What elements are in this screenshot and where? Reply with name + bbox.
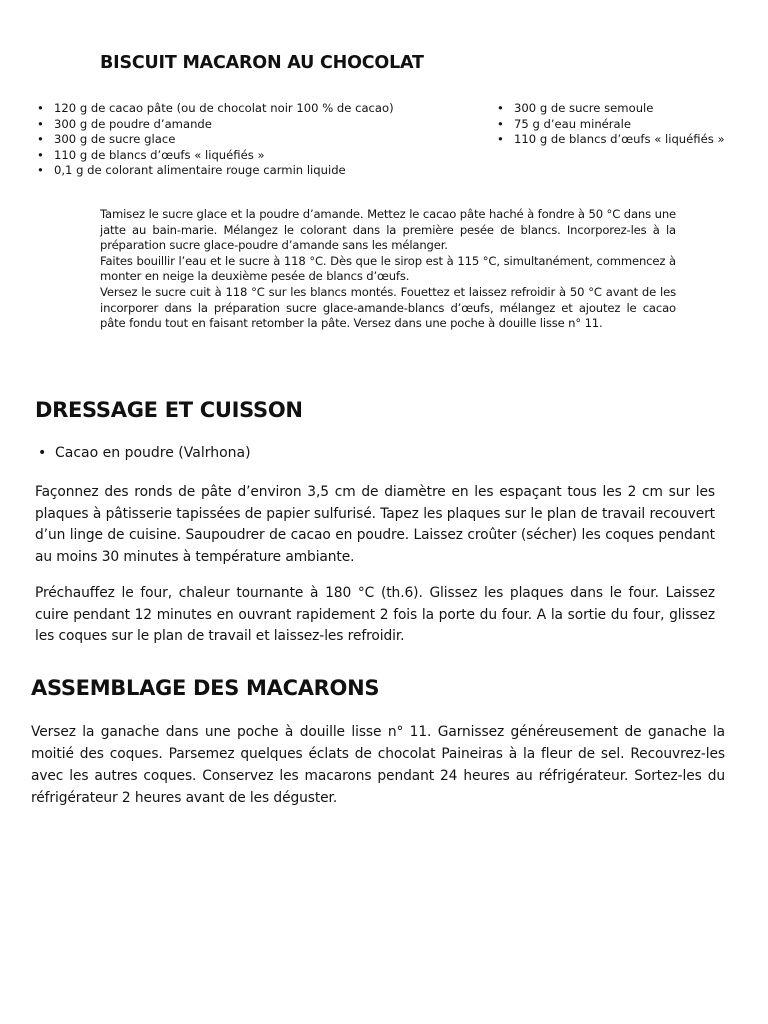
ingredient-item: • 300 g de sucre semoule [494, 101, 764, 117]
ingredient-item: • 110 g de blancs d’œufs « liquéfiés » [34, 148, 494, 164]
dressage-steps [35, 482, 715, 663]
biscuit-ingredients-right [494, 101, 764, 148]
ingredient-item: • 75 g d’eau minérale [494, 117, 764, 133]
ingredient-item: • 110 g de blancs d’œufs « liquéfiés » [494, 132, 764, 148]
biscuit-title: BISCUIT MACARON AU CHOCOLAT [100, 53, 424, 73]
ingredient-item: • 300 g de sucre glace [34, 132, 494, 148]
assemblage-title: ASSEMBLAGE DES MACARONS [31, 676, 380, 700]
step-paragraph: Tamisez le sucre glace et la poudre d’amande. Mettez le cacao pâte haché à fondre à 50 °C dans une jatte au bain-marie. Mélangez le colorant dans la première pesée de blancs. Incorporez-les à la préparation sucre glace-poudre d’amande sans les mélanger. [100, 207, 676, 253]
ingredient-item: • 120 g de cacao pâte (ou de chocolat noir 100 % de cacao) [34, 101, 494, 117]
step-paragraph: Versez le sucre cuit à 118 °C sur les blancs montés. Fouettez et laissez refroidir à 50 °C avant de les incorporer dans la préparation sucre glace-amande-blancs d’œufs, mélangez et ajoutez le cacao pâte fondu tout en faisant retomber la pâte. Versez dans une poche à douille lisse n° 11. [100, 284, 676, 331]
assemblage-steps [31, 721, 725, 809]
step-paragraph: Façonnez des ronds de pâte d’environ 3,5 cm de diamètre en les espaçant tous les 2 cm sur les plaques à pâtisserie tapissées de papier sulfurisé. Tapez les plaques sur le plan de travail recouvert d’un linge de cuisine. Saupoudrer de cacao en poudre. Laissez croûter (sécher) les coques pendant au moins 30 minutes à température ambiante. [35, 484, 715, 565]
dressage-title: DRESSAGE ET CUISSON [35, 398, 303, 422]
ingredient-item: • 300 g de poudre d’amande [34, 117, 494, 133]
step-paragraph: Faites bouillir l’eau et le sucre à 118 °C. Dès que le sirop est à 115 °C, simultanément, commencez à monter en neige la deuxième pesée de blancs d’œufs. [100, 253, 676, 284]
dressage-ingredients [35, 443, 735, 463]
ingredient-item: • Cacao en poudre (Valrhona) [35, 443, 735, 463]
step-paragraph: Versez la ganache dans une poche à douille lisse n° 11. Garnissez généreusement de ganache la moitié des coques. Parsemez quelques éclats de chocolat Paineiras à la fleur de sel. Recouvrez-les avec les autres coques. Conservez les macarons pendant 24 heures au réfrigérateur. Sortez-les du réfrigérateur 2 heures avant de les déguster. [31, 724, 725, 806]
step-paragraph: Préchauffez le four, chaleur tournante à 180 °C (th.6). Glissez les plaques dans le four. Laissez cuire pendant 12 minutes en ouvrant rapidement 2 fois la porte du four. A la sortie du four, glissez les coques sur le plan de travail et laissez-les refroidir. [35, 585, 715, 644]
biscuit-steps [100, 207, 676, 332]
ingredient-item: • 0,1 g de colorant alimentaire rouge carmin liquide [34, 163, 494, 179]
biscuit-ingredients-left [34, 101, 494, 179]
